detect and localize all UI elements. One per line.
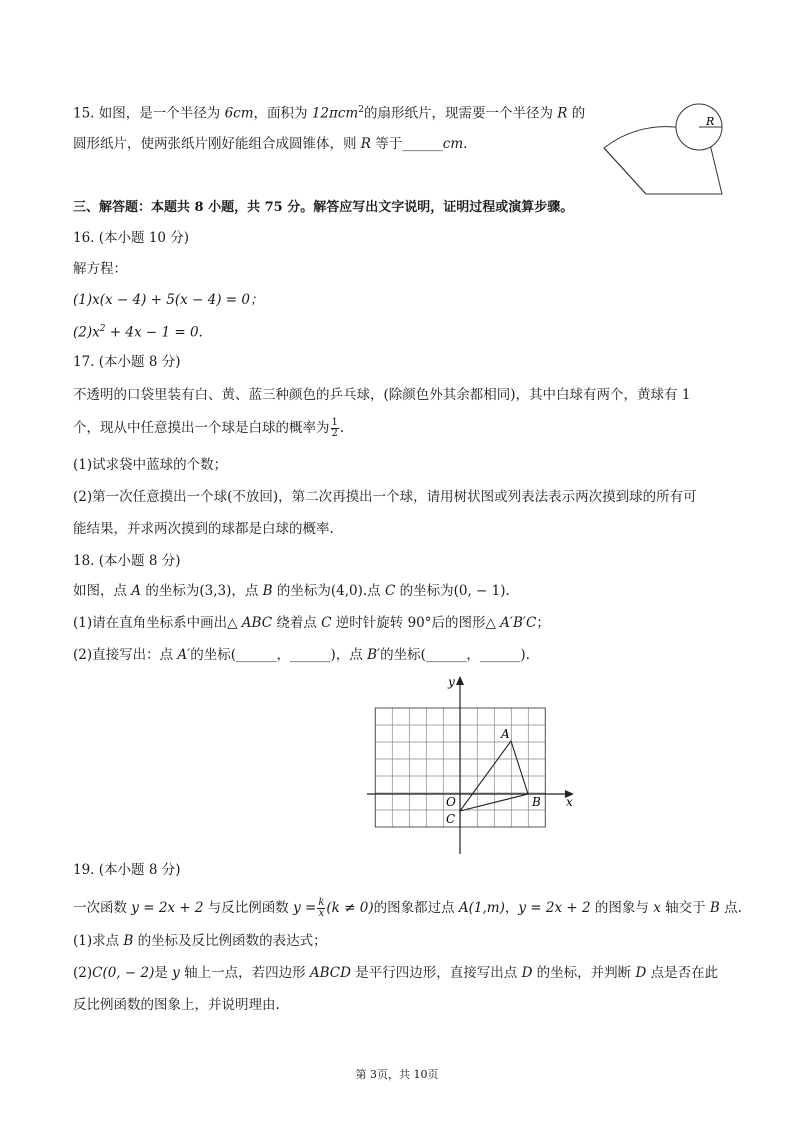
q18-text: 的坐标(______，______). — [380, 647, 530, 663]
q19-text: 是平行四边形，直接写出点 — [350, 965, 522, 981]
q15-line-2 — [73, 138, 467, 152]
q19-part-2-line-2: 反比例函数的图象上，并说明理由. — [73, 997, 280, 1013]
q16-p2-text: + 4x − 1 = 0. — [105, 324, 203, 341]
q16-part-1: (1)x(x − 4) + 5(x − 4) = 0； — [73, 292, 264, 308]
q18-ABC: ABC — [241, 615, 273, 631]
q19-text: 的图象都过点 — [373, 900, 459, 916]
q19-text: 一次函数 — [73, 900, 132, 916]
q19-text: 的坐标，并判断 — [532, 965, 636, 981]
q15-line-1 — [73, 106, 585, 121]
q15-text: 等于 — [370, 136, 403, 152]
q19-x: x — [653, 900, 661, 916]
q17-line-2 — [73, 418, 344, 439]
q19-inverse-function: y = — [293, 900, 317, 916]
frac-numerator: 1 — [331, 417, 338, 428]
q18-text: ； — [536, 615, 550, 631]
q16-p2-text: (2)x — [73, 324, 100, 341]
q15-text: ，面积为 — [253, 105, 312, 122]
axis-label-x: x — [566, 795, 573, 809]
q19-B: B — [123, 933, 134, 949]
q18-text: (2)直接写出：点 — [73, 647, 178, 663]
label-O: O — [446, 795, 456, 809]
q18-A: A — [131, 583, 142, 599]
q19-line-1 — [73, 898, 742, 919]
q19-fraction — [317, 898, 325, 919]
q18-A-prime: A′ — [177, 647, 191, 663]
q18-text: (1)请在直角坐标系中画出△ — [73, 615, 242, 631]
q18-part-2 — [73, 649, 530, 663]
q19-point-C: C(0, − 2) — [92, 965, 155, 981]
q16-intro: 解方程： — [73, 261, 127, 277]
q16-p2-sup: 2 — [99, 324, 106, 334]
q17-part-1: (1)试求袋中蓝球的个数； — [73, 457, 228, 473]
label-R: R — [706, 115, 715, 128]
q19-text: 轴交于 — [660, 900, 710, 916]
q19-part-2-line-1 — [73, 967, 718, 981]
q15-area: 12πcm — [311, 105, 359, 122]
q19-D: D — [521, 965, 533, 981]
q15-R: R — [557, 105, 568, 122]
axis-label-y: y — [448, 675, 455, 689]
q18-B: B — [262, 583, 273, 599]
q18-line-1 — [73, 585, 510, 599]
q16-part-2 — [73, 325, 203, 340]
q19-linear-function: y = 2x + 2 — [131, 900, 204, 916]
q19-text: (2) — [73, 965, 93, 981]
label-B: B — [532, 795, 541, 809]
q19-text: 的图象与 — [590, 900, 654, 916]
q19-condition: (k ≠ 0) — [326, 900, 374, 916]
q19-text: ， — [504, 900, 519, 916]
q15-radius: 6cm — [224, 105, 254, 122]
q15-text: 的扇形纸片，现需要一个半径为 — [363, 105, 558, 122]
q18-header: 18. (本小题 8 分) — [73, 553, 181, 569]
q19-part-1 — [73, 935, 327, 949]
figure-18-coordinate-grid — [364, 672, 584, 857]
q18-text: 逆时针旋转 90°后的图形△ — [331, 615, 501, 631]
q15-text: 圆形纸片，使两张纸片刚好能组合成圆锥体，则 — [73, 136, 361, 152]
sector-bottom — [604, 148, 646, 194]
q18-text: 的坐标为(4,0).点 — [272, 583, 385, 599]
q18-text: 的坐标为(3,3)，点 — [141, 583, 263, 599]
q18-text: 的坐标(______，______)，点 — [190, 647, 368, 663]
q19-ABCD: ABCD — [309, 965, 351, 981]
q19-text: 的坐标及反比例函数的表达式； — [133, 933, 327, 949]
q19-header: 19. (本小题 8 分) — [73, 862, 181, 878]
q17-fraction — [331, 418, 339, 439]
frac-denominator: 2 — [331, 428, 338, 439]
q18-image-triangle: A′B′C — [500, 615, 537, 631]
q19-linear-function: y = 2x + 2 — [518, 900, 591, 916]
q16-header: 16. (本小题 10 分) — [73, 230, 190, 246]
q15-text: . — [463, 136, 468, 152]
figure-15-sector-circle — [596, 96, 736, 206]
label-C: C — [446, 812, 456, 826]
q18-C: C — [321, 615, 332, 631]
q18-part-1 — [73, 617, 550, 631]
q18-text: 绕着点 — [272, 615, 322, 631]
q17-text: . — [339, 420, 345, 436]
q15-answer-blank: ______ — [402, 136, 443, 152]
q15-text: 15. 如图，是一个半径为 — [73, 105, 225, 122]
q19-D: D — [635, 965, 647, 981]
q17-line-1: 不透明的口袋里装有白、黄、蓝三种颜色的乒乓球，(除颜色外其余都相同)，其中白球有两个，黄球有 1 — [73, 387, 691, 403]
frac-denominator: x — [318, 908, 325, 919]
page-footer: 第 3页，共 10页 — [355, 1068, 439, 1081]
q19-y: y — [172, 965, 180, 981]
q19-text: 与反比例函数 — [203, 900, 294, 916]
q19-point-A: A(1,m) — [458, 900, 505, 916]
q18-text: 如图，点 — [73, 583, 132, 599]
q17-header: 17. (本小题 8 分) — [73, 354, 181, 370]
q19-text: 点. — [719, 900, 742, 916]
q15-area-sup: 2 — [358, 105, 364, 115]
q15-unit: cm — [442, 136, 464, 152]
q15-R: R — [360, 136, 371, 152]
y-axis-arrow — [456, 676, 464, 685]
q18-C: C — [384, 583, 396, 599]
q19-text: 轴上一点，若四边形 — [179, 965, 310, 981]
q15-text: 的 — [567, 105, 586, 122]
q18-B-prime: B′ — [367, 647, 381, 663]
q17-part-2-line-2: 能结果，并求两次摸到的球都是白球的概率. — [73, 521, 334, 537]
q19-text: 是 — [154, 965, 173, 981]
q18-text: 的坐标为(0, − 1). — [395, 583, 510, 599]
label-A: A — [501, 727, 510, 741]
frac-numerator: k — [318, 897, 325, 908]
q17-part-2-line-1: (2)第一次任意摸出一个球(不放回)，第二次再摸出一个球，请用树状图或列表法表示两次摸到球的所有可 — [73, 489, 697, 505]
q19-text: (1)求点 — [73, 933, 124, 949]
q19-B: B — [709, 900, 720, 916]
section-3-title: 三、解答题：本题共 8 小题，共 75 分。解答应写出文字说明，证明过程或演算步骤。 — [73, 200, 574, 215]
q17-text: 个，现从中任意摸出一个球是白球的概率为 — [73, 420, 330, 436]
q19-text: 点是否在此 — [646, 965, 719, 981]
